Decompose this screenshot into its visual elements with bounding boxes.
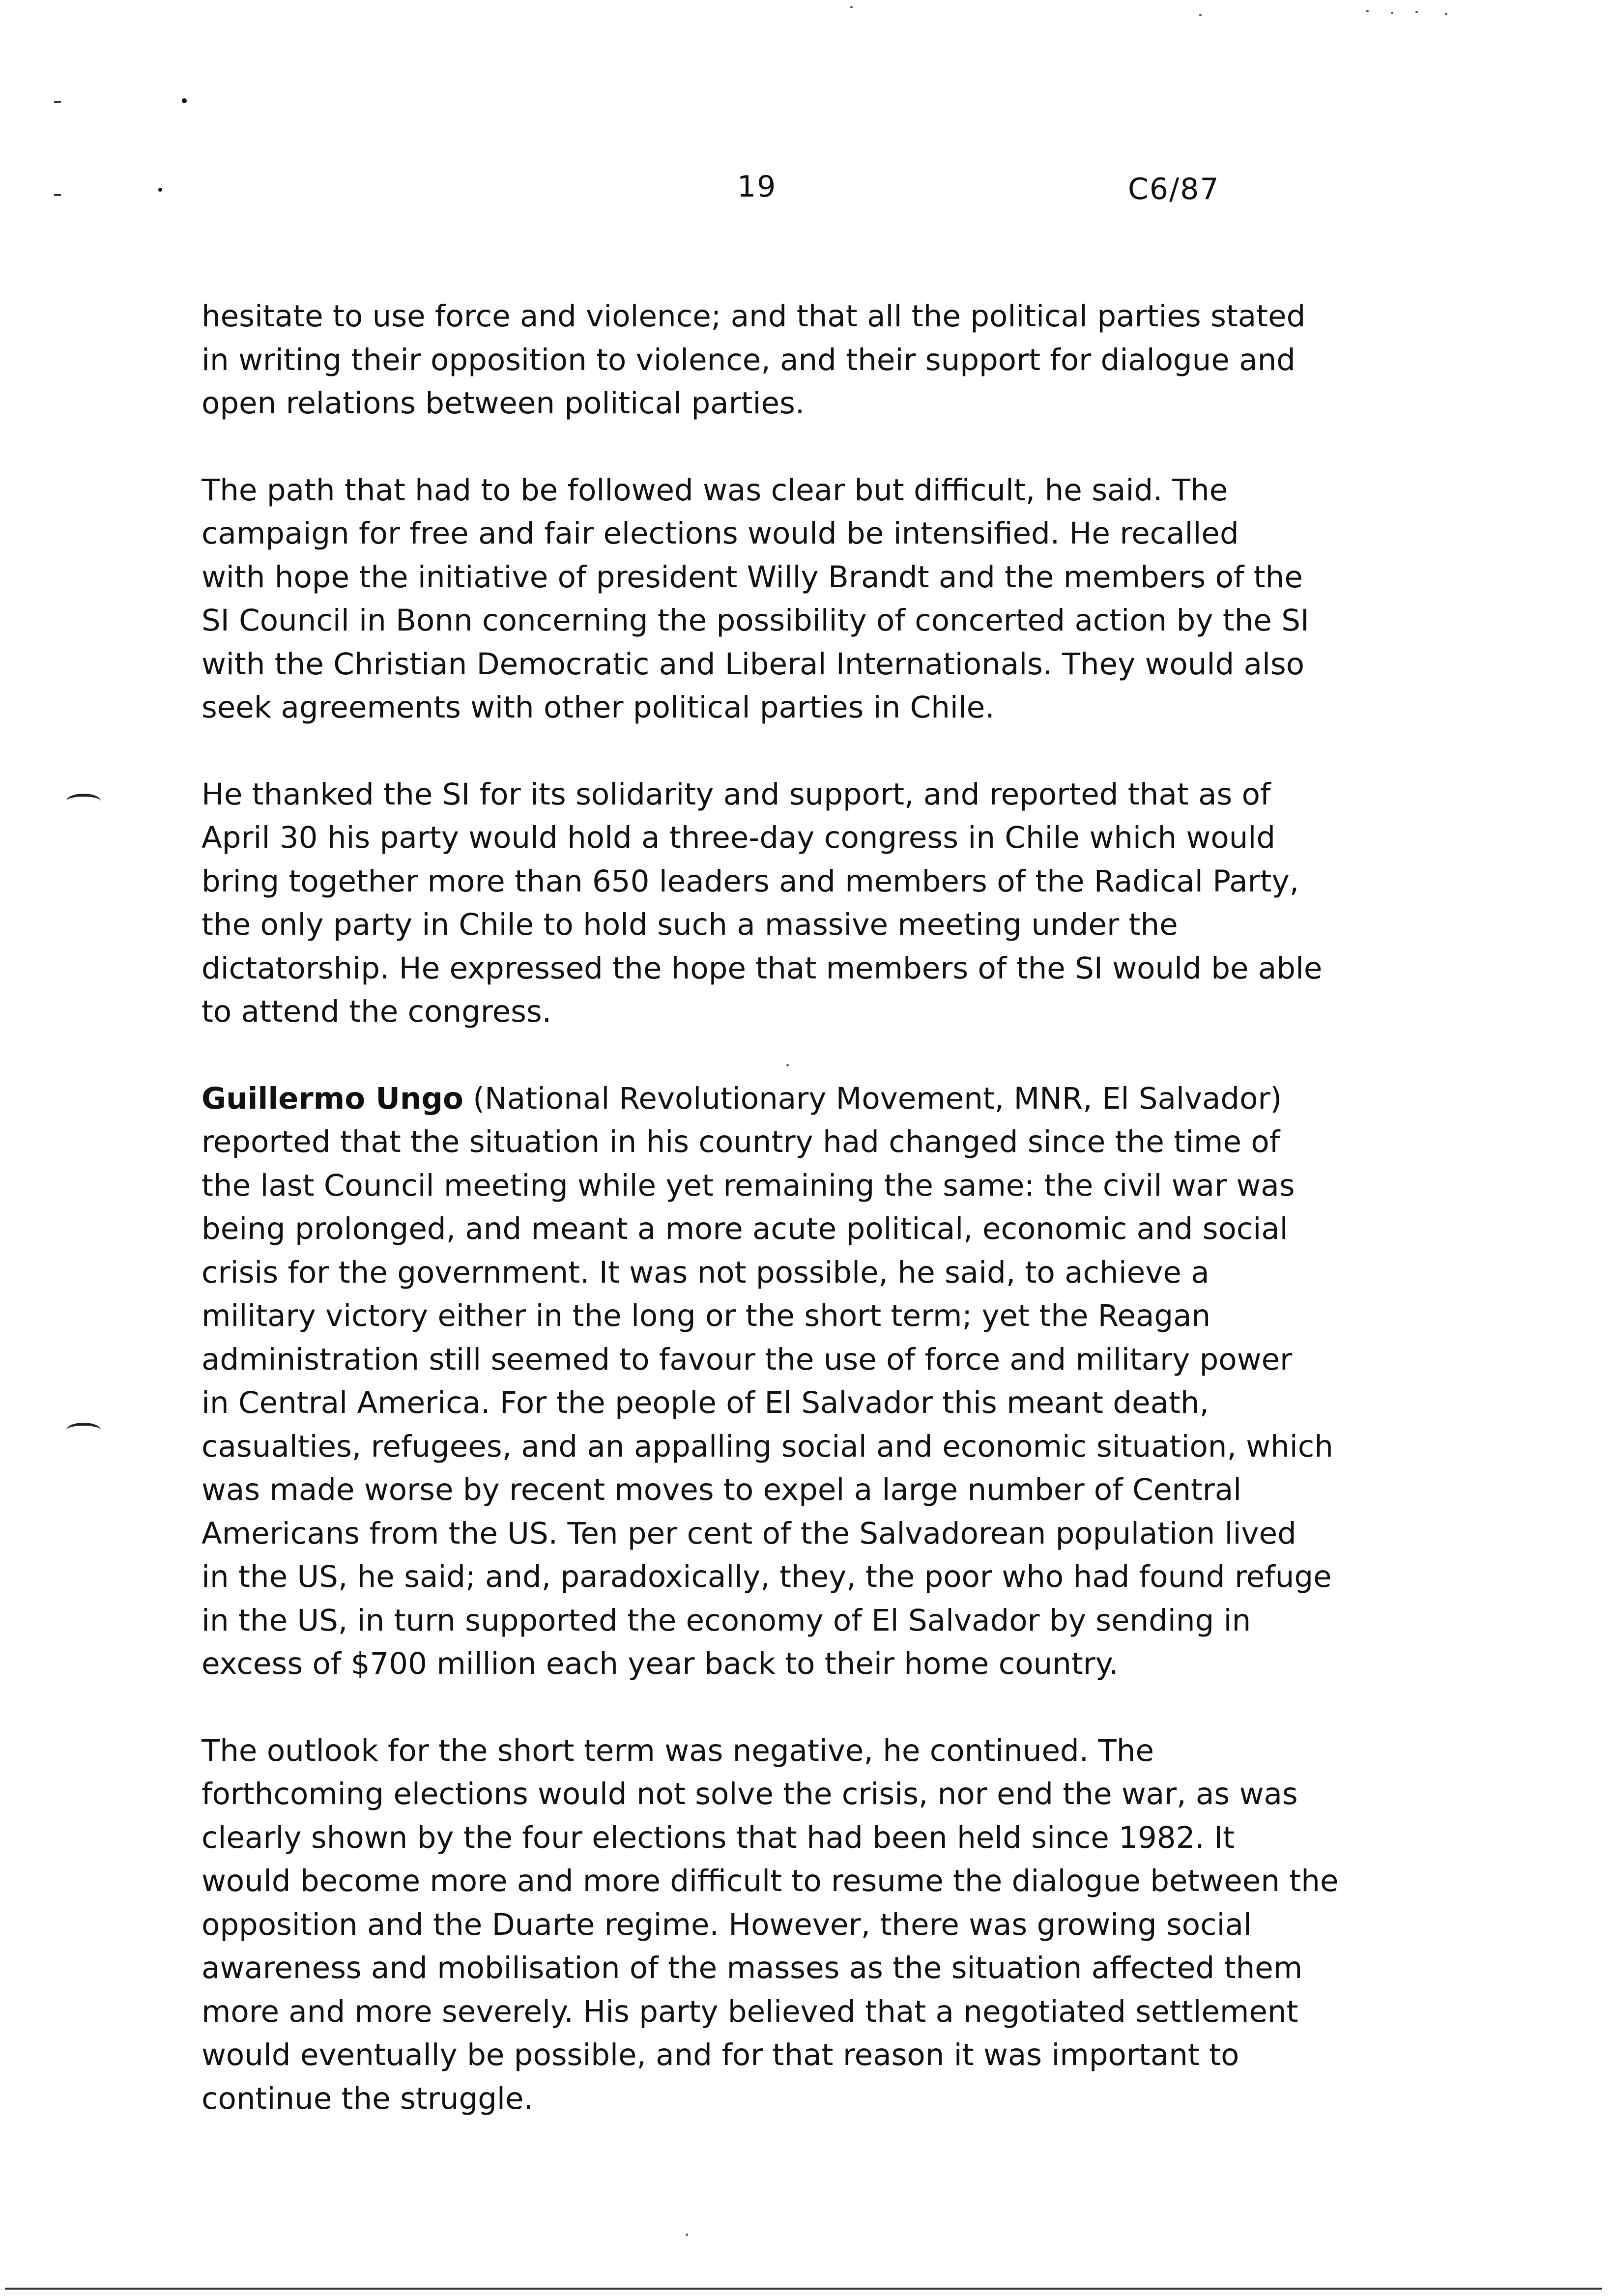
- text-line: would eventually be possible, and for that reason it was important to: [202, 2038, 1239, 2072]
- margin-dot: [182, 98, 187, 103]
- paragraph: [202, 773, 1391, 1034]
- text-line: The path that had to be followed was clear but difficult, he said. The: [202, 472, 1228, 508]
- text-line: opposition and the Duarte regime. However, there was growing social: [202, 1907, 1252, 1942]
- text-line: more and more severely. His party believed that a negotiated settlement: [202, 1994, 1298, 2029]
- text-line: open relations between political parties.: [202, 386, 805, 421]
- scan-speck: [1391, 12, 1393, 14]
- text-line: was made worse by recent moves to expel a large number of Central: [202, 1472, 1242, 1507]
- speaker-name: Guillermo Ungo: [202, 1081, 463, 1116]
- text-line: bring together more than 650 leaders and members of the Radical Party,: [202, 863, 1299, 899]
- text-line: the last Council meeting while yet remaining the same: the civil war was: [202, 1168, 1295, 1203]
- text-line: with the Christian Democratic and Liberal Internationals. They would also: [202, 646, 1305, 682]
- paragraph: [202, 469, 1391, 730]
- text-line: He thanked the SI for its solidarity and support, and reported that as of: [202, 776, 1271, 812]
- text-line: continue the struggle.: [202, 2081, 533, 2116]
- body-text: [202, 295, 1391, 2164]
- margin-mark: [54, 194, 61, 196]
- text-line: forthcoming elections would not solve the crisis, nor end the war, as was: [202, 1777, 1298, 1811]
- paragraph: [202, 1077, 1391, 1686]
- speaker-affiliation: (National Revolutionary Movement, MNR, El Salvador): [463, 1081, 1282, 1116]
- document-reference: C6/87: [1128, 172, 1220, 206]
- text-line: in Central America. For the people of El Salvador this meant death,: [202, 1385, 1209, 1420]
- page-number: 19: [737, 170, 777, 204]
- text-line: awareness and mobilisation of the masses as the situation affected them: [202, 1951, 1303, 1985]
- text-line: with hope the initiative of president Willy Brandt and the members of the: [202, 559, 1303, 595]
- text-line: being prolonged, and meant a more acute political, economic and social: [202, 1211, 1288, 1246]
- text-line: administration still seemed to favour the use of force and military power: [202, 1342, 1293, 1377]
- text-line: would become more and more difficult to resume the dialogue between the: [202, 1864, 1339, 1898]
- text-line: excess of $700 million each year back to their home country.: [202, 1646, 1119, 1681]
- text-line: reported that the situation in his country had changed since the time of: [202, 1124, 1280, 1159]
- scan-speck: [1445, 13, 1447, 15]
- scan-speck: [1199, 14, 1202, 16]
- scan-speck: [1415, 11, 1418, 13]
- bottom-rule: [5, 2288, 1602, 2290]
- text-line: campaign for free and fair elections would be intensified. He recalled: [202, 516, 1239, 551]
- text-line: in the US, in turn supported the economy of El Salvador by sending in: [202, 1603, 1251, 1638]
- scan-speck: [1366, 10, 1369, 12]
- scan-speck: [686, 2234, 688, 2236]
- text-line: seek agreements with other political parties in Chile.: [202, 690, 995, 725]
- text-line: The outlook for the short term was negative, he continued. The: [202, 1733, 1154, 1768]
- margin-bracket: [66, 1423, 101, 1437]
- paragraph: [202, 295, 1391, 426]
- margin-mark: [54, 101, 61, 103]
- margin-bracket: [66, 794, 101, 808]
- margin-dot: [158, 188, 162, 192]
- text-line: casualties, refugees, and an appalling social and economic situation, which: [202, 1429, 1333, 1464]
- text-line: SI Council in Bonn concerning the possibility of concerted action by the SI: [202, 603, 1310, 638]
- scan-speck: [850, 6, 853, 8]
- text-line: [202, 1077, 1391, 1121]
- text-line: to attend the congress.: [202, 994, 552, 1029]
- text-line: hesitate to use force and violence; and that all the political parties stated: [202, 299, 1306, 334]
- text-line: dictatorship. He expressed the hope that members of the SI would be able: [202, 950, 1323, 986]
- text-line: April 30 his party would hold a three-day congress in Chile which would: [202, 820, 1276, 855]
- text-line: clearly shown by the four elections that had been held since 1982. It: [202, 1820, 1235, 1855]
- text-line: in the US, he said; and, paradoxically, they, the poor who had found refuge: [202, 1559, 1332, 1594]
- text-line: military victory either in the long or the short term; yet the Reagan: [202, 1298, 1211, 1333]
- text-line: Americans from the US. Ten per cent of the Salvadorean population lived: [202, 1516, 1296, 1551]
- paragraph: [202, 1729, 1391, 2121]
- text-line: crisis for the government. It was not possible, he said, to achieve a: [202, 1255, 1209, 1290]
- text-line: the only party in Chile to hold such a massive meeting under the: [202, 907, 1178, 942]
- text-line: in writing their opposition to violence, and their support for dialogue and: [202, 342, 1296, 377]
